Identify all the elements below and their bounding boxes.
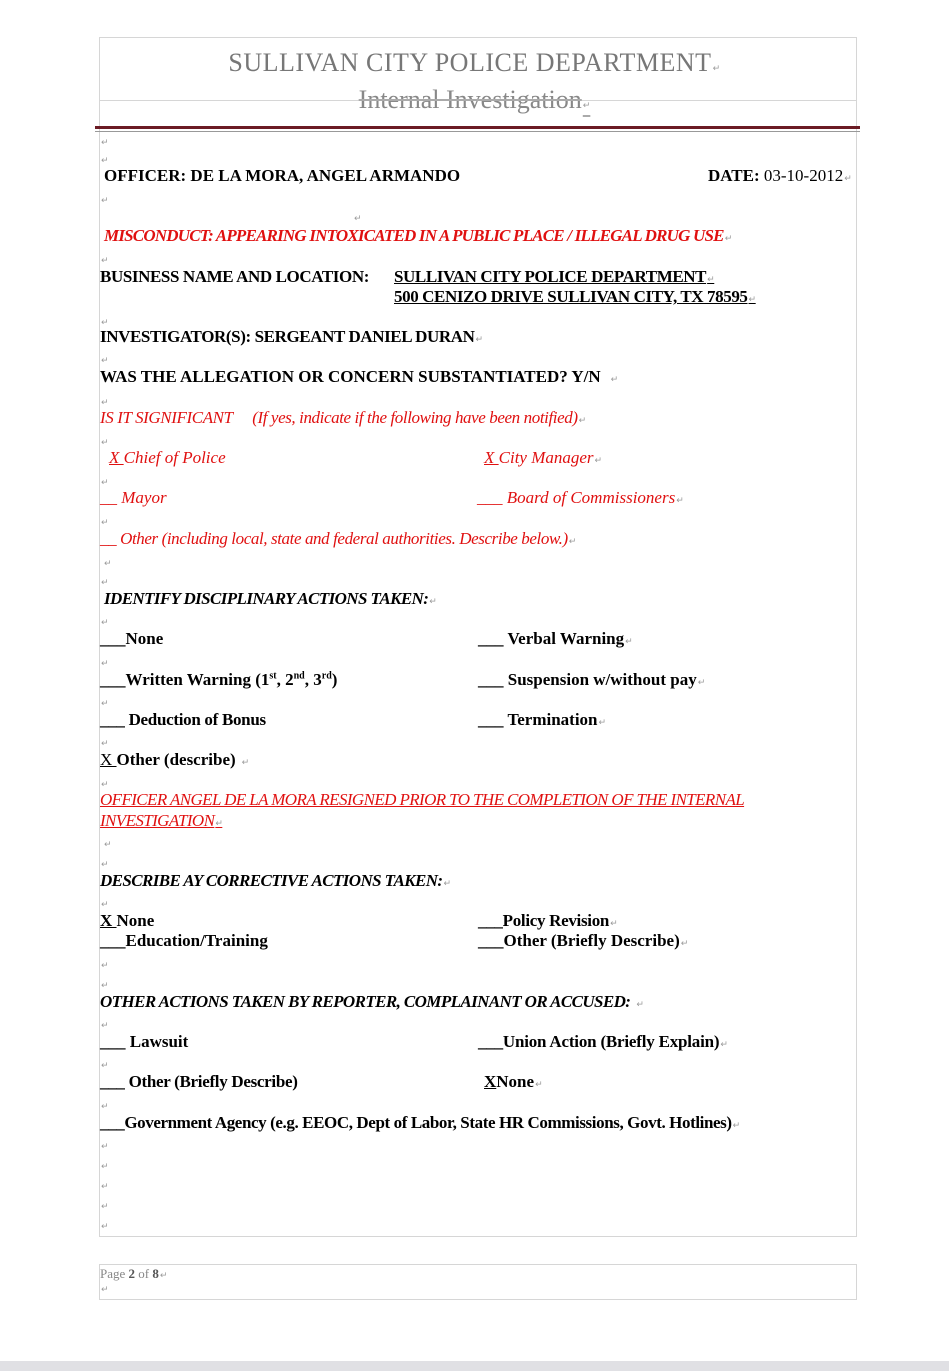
manager-checkmark[interactable]: X <box>484 448 499 467</box>
business-address: 500 CENIZO DRIVE SULLIVAN CITY, TX 78595↵ <box>394 287 756 306</box>
paragraph-mark: ↵ <box>101 438 109 448</box>
paragraph-mark: ↵ <box>101 1021 109 1031</box>
date-label: DATE: <box>708 166 760 185</box>
paragraph-mark: ↵ <box>101 618 109 628</box>
paragraph-mark: ↵ <box>104 840 112 850</box>
other-authorities-option[interactable]: __ Other (including local, state and federal authorities. Describe below.)↵ <box>100 529 576 548</box>
footer-region[interactable] <box>99 1264 857 1300</box>
corr-none-option[interactable] <box>100 911 154 931</box>
deduction-checkmark[interactable]: ___ <box>100 710 125 729</box>
paragraph-mark: ↵ <box>101 981 109 991</box>
disc-other-option[interactable]: X Other (describe) ↵ <box>100 750 250 769</box>
disc-description-line1: OFFICER ANGEL DE LA MORA RESIGNED PRIOR TO THE COMPLETION OF THE INTERNAL <box>100 790 745 809</box>
paragraph-mark: ↵ <box>101 1142 109 1152</box>
policy-revision-option[interactable]: ___Policy Revision↵ <box>478 911 618 930</box>
corr-other-checkmark[interactable]: ___ <box>478 931 504 950</box>
education-label: Education/Training <box>125 931 268 950</box>
paragraph-mark: ↵ <box>101 659 109 669</box>
written-warning-option[interactable] <box>100 670 337 690</box>
lawsuit-label: Lawsuit <box>129 1032 189 1051</box>
corr-none-checkmark[interactable]: X <box>100 911 117 930</box>
business-label: BUSINESS NAME AND LOCATION: <box>100 267 369 286</box>
significant-line: IS IT SIGNIFICANT (If yes, indicate if the following have been notified)↵ <box>100 408 586 427</box>
paragraph-mark: ↵ <box>101 1202 109 1212</box>
paragraph-mark: ↵ <box>354 214 362 224</box>
board-checkmark[interactable]: ___ <box>477 488 503 507</box>
corr-other-label: Other (Briefly Describe) <box>503 931 680 950</box>
verbal-label: Verbal Warning <box>507 629 625 648</box>
disc-other-label: Other (describe) <box>116 750 236 769</box>
oa-none-checkmark[interactable]: X <box>484 1072 497 1091</box>
paragraph-mark: ↵ <box>101 1222 109 1232</box>
lawsuit-checkmark[interactable]: ___ <box>100 1032 126 1051</box>
paragraph-mark: ↵ <box>101 156 109 166</box>
document-subtitle: Internal Investigation↵ <box>358 85 591 114</box>
suspension-checkmark[interactable]: ___ <box>478 670 504 689</box>
corr-other-option[interactable]: ___Other (Briefly Describe)↵ <box>478 931 689 950</box>
header-rule <box>95 126 860 129</box>
gov-checkmark[interactable]: ___ <box>100 1113 125 1132</box>
paragraph-mark: ↵ <box>101 318 109 328</box>
board-label: Board of Commissioners <box>506 488 676 507</box>
city-manager-option[interactable]: X City Manager↵ <box>484 448 603 467</box>
other-authorities-checkmark[interactable]: __ <box>100 529 117 548</box>
mayor-checkmark[interactable]: __ <box>100 488 117 507</box>
termination-label: Termination <box>507 710 598 729</box>
gov-label: Government Agency (e.g. EEOC, Dept of Labor, State HR Commissions, Govt. Hotlines) <box>124 1113 732 1132</box>
paragraph-mark: ↵ <box>101 398 109 408</box>
suspension-option[interactable]: ___ Suspension w/without pay↵ <box>478 670 706 689</box>
disc-none-checkmark[interactable]: ___ <box>100 629 126 648</box>
gov-agency-option[interactable]: ___Government Agency (e.g. EEOC, Dept of Labor, State HR Commissions, Govt. Hotlines)↵ <box>100 1113 740 1132</box>
manager-label: City Manager <box>498 448 594 467</box>
suspension-label: Suspension w/without pay <box>507 670 697 689</box>
paragraph-mark: ↵ <box>101 900 109 910</box>
paragraph-mark: ↵ <box>101 196 109 206</box>
termination-checkmark[interactable]: ___ <box>478 710 504 729</box>
paragraph-mark: ↵ <box>101 739 109 749</box>
union-label: Union Action (Briefly Explain) <box>502 1032 720 1051</box>
department-title: SULLIVAN CITY POLICE DEPARTMENT↵ <box>228 48 721 77</box>
corr-none-label: None <box>116 911 155 930</box>
significant-label: IS IT SIGNIFICANT <box>100 408 233 427</box>
paragraph-mark: ↵ <box>101 1061 109 1071</box>
chief-of-police-option[interactable] <box>109 448 226 468</box>
paragraph-mark: ↵ <box>101 961 109 971</box>
paragraph-mark: ↵ <box>101 478 109 488</box>
oa-none-label: None <box>496 1072 535 1091</box>
lawsuit-option[interactable] <box>100 1032 188 1052</box>
education-option[interactable] <box>100 931 268 951</box>
policy-checkmark[interactable]: ___ <box>478 911 503 930</box>
paragraph-mark: ↵ <box>101 780 109 790</box>
paragraph-mark: ↵ <box>101 1102 109 1112</box>
union-checkmark[interactable]: ___ <box>478 1032 503 1051</box>
misconduct-line: MISCONDUCT: APPEARING INTOXICATED IN A PUBLIC PLACE / ILLEGAL DRUG USE↵ <box>104 226 732 245</box>
deduction-label: Deduction of Bonus <box>128 710 266 729</box>
officer-name: DE LA MORA, ANGEL ARMANDO <box>190 166 461 185</box>
header-rule-thin <box>95 131 860 132</box>
policy-label: Policy Revision <box>502 911 610 930</box>
investigator-line: INVESTIGATOR(S): SERGEANT DANIEL DURAN↵ <box>100 327 483 346</box>
disc-none-label: None <box>125 629 164 648</box>
deduction-option[interactable] <box>100 710 266 730</box>
oa-other-checkmark[interactable]: ___ <box>100 1072 125 1091</box>
paragraph-mark: ↵ <box>101 518 109 528</box>
date-value: 03-10-2012 <box>763 166 844 185</box>
paragraph-mark: ↵ <box>101 699 109 709</box>
substantiated-question: WAS THE ALLEGATION OR CONCERN SUBSTANTIATED? Y/N ↵ <box>100 367 619 386</box>
other-authorities-label: Other (including local, state and federal authorities. Describe below.) <box>120 529 568 548</box>
officer-label: OFFICER: <box>104 166 187 185</box>
significant-note: (If yes, indicate if the following have been notified) <box>252 408 578 427</box>
disc-description-line2: INVESTIGATION↵ <box>100 811 223 830</box>
other-actions-heading: OTHER ACTIONS TAKEN BY REPORTER, COMPLAINANT OR ACCUSED: ↵ <box>100 992 644 1011</box>
paragraph-mark: ↵ <box>101 1182 109 1192</box>
written-checkmark[interactable]: ___ <box>100 670 126 689</box>
paragraph-mark: ↵ <box>101 256 109 266</box>
verbal-warning-option[interactable]: ___ Verbal Warning↵ <box>478 629 633 648</box>
oa-other-label: Other (Briefly Describe) <box>128 1072 298 1091</box>
paragraph-mark: ↵ <box>101 356 109 366</box>
mayor-option[interactable] <box>100 488 167 508</box>
verbal-checkmark[interactable]: ___ <box>478 629 504 648</box>
oa-none-option[interactable]: XNone↵ <box>484 1072 543 1091</box>
paragraph-mark: ↵ <box>101 1162 109 1172</box>
paragraph-mark: ↵ <box>101 138 109 148</box>
officer-line <box>104 166 460 186</box>
disc-none-option[interactable] <box>100 629 163 649</box>
mayor-label: Mayor <box>121 488 167 507</box>
termination-option[interactable]: ___ Termination↵ <box>478 710 607 729</box>
paragraph-mark: ↵ <box>101 1285 109 1295</box>
chief-checkmark[interactable]: X <box>109 448 124 467</box>
oa-other-option[interactable] <box>100 1072 298 1092</box>
chief-label: Chief of Police <box>123 448 226 467</box>
paragraph-mark: ↵ <box>104 559 112 569</box>
date-line: DATE: 03-10-2012↵ <box>708 166 852 185</box>
disciplinary-heading: IDENTIFY DISCIPLINARY ACTIONS TAKEN:↵ <box>104 589 437 608</box>
page-number: Page 2 of 8↵ <box>100 1266 168 1281</box>
written-label: Written Warning (1st, 2nd, 3rd) <box>125 670 338 689</box>
disc-other-checkmark[interactable]: X <box>100 750 117 769</box>
education-checkmark[interactable]: ___ <box>100 931 126 950</box>
window-bottom-bar <box>0 1361 949 1371</box>
union-action-option[interactable]: ___Union Action (Briefly Explain)↵ <box>478 1032 728 1051</box>
paragraph-mark: ↵ <box>101 578 109 588</box>
paragraph-mark: ↵ <box>101 860 109 870</box>
board-option[interactable]: ___ Board of Commissioners↵ <box>477 488 684 507</box>
business-name: SULLIVAN CITY POLICE DEPARTMENT↵ <box>394 267 715 286</box>
corrective-heading: DESCRIBE AY CORRECTIVE ACTIONS TAKEN:↵ <box>100 871 451 890</box>
